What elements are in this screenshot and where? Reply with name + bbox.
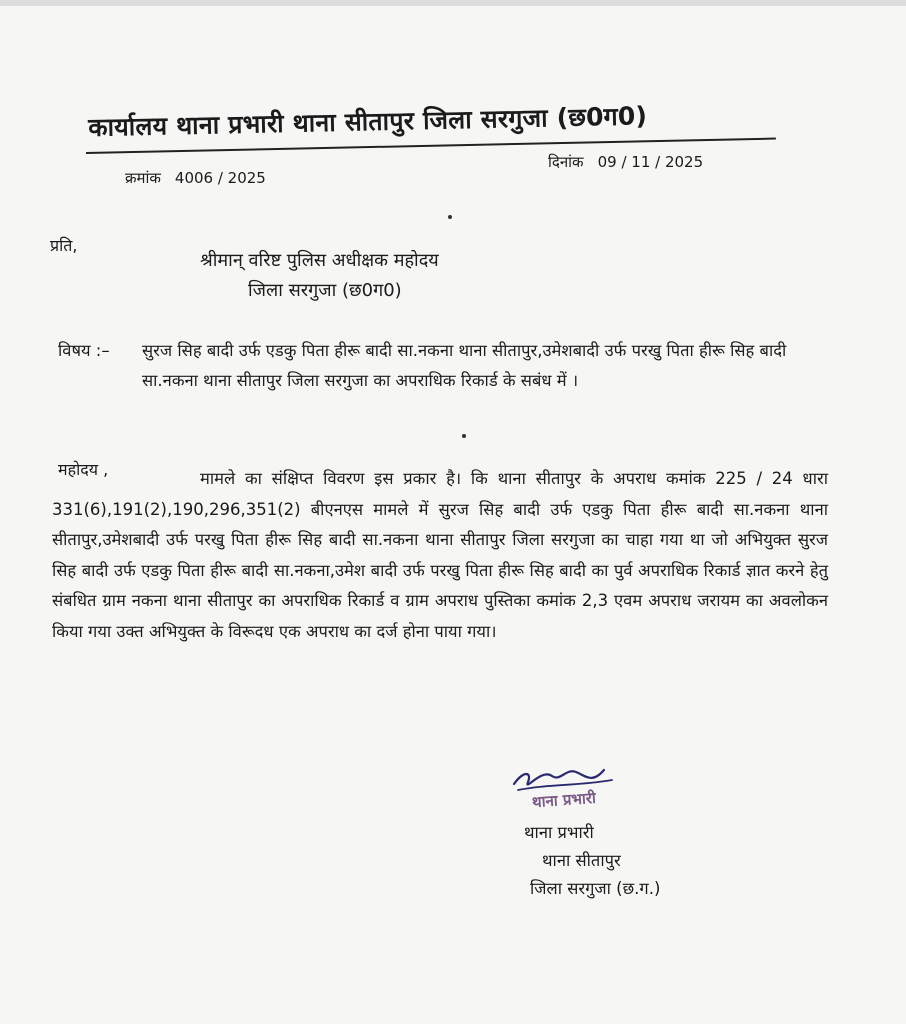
to-label: प्रति,	[50, 236, 78, 255]
signatory-district: जिला सरगुजा (छ.ग.)	[530, 879, 661, 898]
signature-block	[480, 762, 780, 912]
date-line	[548, 152, 703, 172]
addressee-line-1: श्रीमान् वरिष्ट पुलिस अधीक्षक महोदय	[200, 250, 439, 271]
salutation: महोदय ,	[58, 460, 109, 479]
subject-label: विषय :–	[58, 341, 110, 360]
subject-text: सुरज सिह बादी उर्फ एडकु पिता हीरू बादी सा.नकना थाना सीतापुर,उमेशबादी उर्फ परखु पिता हीरू सिह बादी सा.नकना थाना सीतापुर जिला सरगुजा का अपराधिक रिकार्ड के सबंध में ।	[142, 341, 787, 390]
office-title: कार्यालय थाना प्रभारी थाना सीतापुर जिला सरगुजा (छ0ग0)	[88, 101, 648, 142]
addressee	[200, 246, 439, 306]
reference-line	[125, 168, 266, 188]
date-value: 09 / 11 / 2025	[597, 153, 704, 171]
signatory-designation: थाना प्रभारी	[524, 823, 594, 842]
ink-dot	[462, 434, 466, 438]
signatory-station: थाना सीतापुर	[542, 851, 621, 870]
ink-dot	[448, 215, 452, 219]
reference-number: 4006 / 2025	[174, 169, 266, 187]
date-label: दिनांक	[548, 153, 584, 171]
addressee-line-2: जिला सरगुजा (छ0ग0)	[248, 280, 402, 301]
official-stamp: थाना प्रभारी	[531, 788, 597, 812]
reference-label: क्रमांक	[125, 169, 161, 187]
body-paragraph: मामले का संक्षिप्त विवरण इस प्रकार है। कि थाना सीतापुर के अपराध कमांक 225 / 24 धारा 331(6),191(2),190,296,351(2) बीएनएस मामले में सुरज सिह बादी उर्फ एडकु पिता हीरू बादी सा.नकना थाना सीतापुर,उमेशबादी उर्फ परखु पिता हीरू सिह बादी सा.नकना थाना सीतापुर जिला सरगुजा का चाहा गया था जो अभियुक्त सुरज सिह बादी उर्फ एडकु पिता हीरू बादी सा.नकना,उमेश बादी उर्फ परखु पिता हीरू सिह बादी का पुर्व अपराधिक रिकार्ड ज्ञात करने हेतु संबधित ग्राम नकना थाना सीतापुर का अपराधिक रिकार्ड व ग्राम अपराध पुस्तिका कमांक 2,3 एवम अपराध जरायम का अवलोकन किया गया उक्त अभियुक्त के विरूदध एक अपराध का दर्ज होना पाया गया।	[52, 469, 828, 641]
